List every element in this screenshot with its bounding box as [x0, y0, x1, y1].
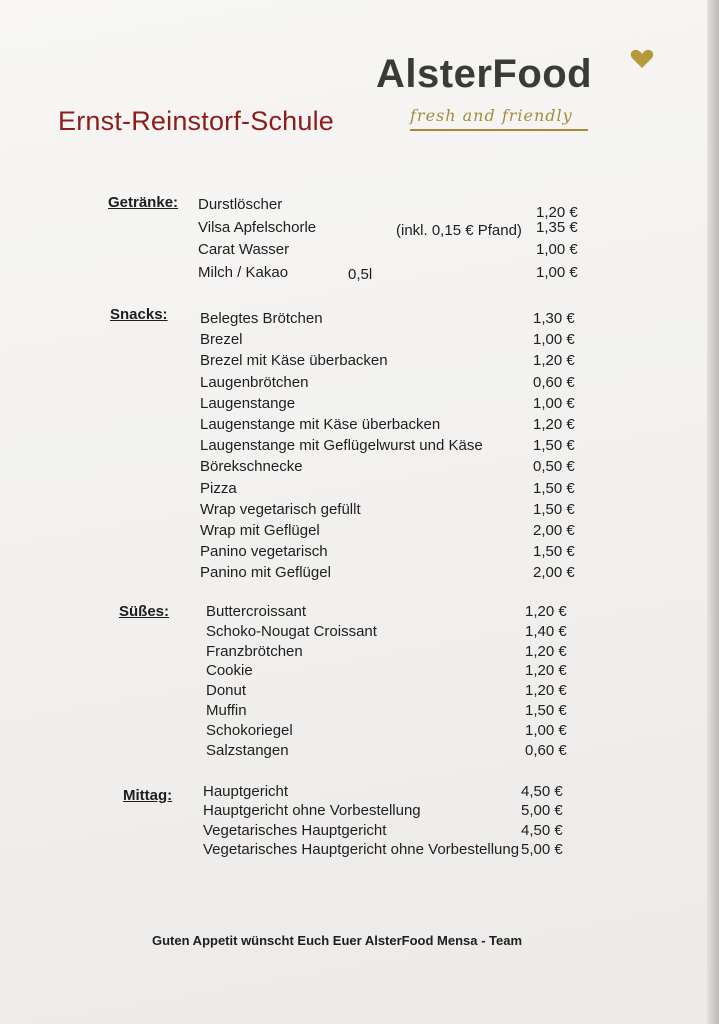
menu-item-name: Wrap vegetarisch gefüllt — [200, 500, 361, 518]
menu-item-name: Franzbrötchen — [206, 642, 303, 660]
menu-item-price: 2,00 € — [533, 564, 575, 582]
school-name: Ernst-Reinstorf-Schule — [58, 106, 334, 136]
menu-item-name: Belegtes Brötchen — [200, 310, 323, 327]
menu-item-name: Muffin — [206, 702, 247, 719]
menu-item-note: 0,5l — [348, 266, 373, 283]
section-label: Mittag: — [123, 787, 173, 804]
menu-item-name: Buttercroissant — [206, 603, 307, 620]
section-label: Süßes: — [119, 603, 170, 620]
menu-item-price: 1,00 € — [525, 721, 567, 739]
menu-item-name: Vegetarisches Hauptgericht — [203, 821, 387, 839]
menu-item-name: Vilsa Apfelschorle — [198, 218, 317, 236]
menu-item-name: Schoko-Nougat Croissant — [206, 622, 377, 640]
menu-item-name: Pizza — [200, 479, 237, 497]
menu-item-price: 2,00 € — [533, 522, 575, 539]
menu-item-name: Durstlöscher — [198, 196, 283, 213]
brand-tagline: fresh and friendly — [410, 106, 573, 125]
menu-item-price: 4,50 € — [521, 783, 563, 800]
menu-item-name: Salzstangen — [206, 741, 289, 759]
menu-item-price: 1,50 € — [533, 500, 575, 518]
menu-item-price: 1,50 € — [533, 479, 575, 497]
menu-item-name: Vegetarisches Hauptgericht ohne Vorbestellung — [203, 840, 520, 858]
menu-item-name: Laugenstange mit Geflügelwurst und Käse — [200, 437, 483, 455]
menu-item-name: Brezel — [200, 331, 243, 349]
menu-item-price: 5,00 € — [521, 802, 563, 820]
menu-item-name: Brezel mit Käse überbacken — [200, 352, 388, 370]
menu-item-name: Schokoriegel — [206, 721, 293, 739]
menu-item-price: 1,20 € — [525, 662, 567, 680]
menu-item-price: 1,20 € — [533, 352, 575, 370]
menu-item-price: 0,50 € — [533, 458, 575, 476]
menu-item-price: 1,20 € — [525, 603, 567, 620]
menu-item-price: 1,30 € — [533, 310, 575, 327]
menu-item-price: 1,00 € — [533, 331, 575, 349]
tagline-underline — [410, 129, 588, 131]
menu-item-name: Börekschnecke — [200, 458, 303, 476]
brand-logo-text: AlsterFood — [376, 52, 593, 96]
menu-item-name: Panino mit Geflügel — [200, 564, 331, 582]
menu-item-name: Donut — [206, 682, 247, 700]
menu-item-name: Laugenstange — [200, 394, 296, 412]
menu-item-name: Wrap mit Geflügel — [200, 522, 320, 539]
menu-item-price: 1,00 € — [536, 241, 578, 258]
menu-item-name: Hauptgericht — [203, 783, 289, 800]
menu-item-name: Laugenbrötchen — [200, 373, 309, 391]
menu-item-note: (inkl. 0,15 € Pfand) — [396, 222, 522, 239]
section-label: Snacks: — [110, 306, 168, 323]
menu-item-price: 0,60 € — [533, 373, 575, 391]
menu-item-name: Laugenstange mit Käse überbacken — [200, 416, 441, 433]
menu-item-price: 1,35 € — [536, 218, 578, 236]
menu-item-name: Hauptgericht ohne Vorbestellung — [203, 802, 421, 820]
menu-item-price: 1,20 € — [525, 682, 567, 700]
menu-item-price: 0,60 € — [525, 741, 567, 759]
menu-item-name: Panino vegetarisch — [200, 543, 328, 561]
menu-item-price: 1,50 € — [533, 437, 575, 455]
heart-icon — [630, 48, 654, 70]
menu-item-price: 1,50 € — [525, 702, 567, 719]
menu-item-price: 1,00 € — [533, 394, 575, 412]
menu-item-price: 1,20 € — [533, 416, 575, 433]
menu-item-price: 1,00 € — [536, 263, 578, 281]
menu-item-price: 4,50 € — [521, 821, 563, 839]
footer-text: Guten Appetit wünscht Euch Euer AlsterFood Mensa - Team — [152, 933, 523, 948]
menu-item-price: 1,20 € — [536, 204, 578, 221]
menu-item-price: 1,50 € — [533, 543, 575, 561]
menu-item-name: Carat Wasser — [198, 241, 290, 258]
menu-item-name: Milch / Kakao — [198, 263, 289, 281]
menu-item-price: 5,00 € — [521, 840, 563, 858]
menu-item-name: Cookie — [206, 662, 253, 680]
menu-item-price: 1,40 € — [525, 622, 567, 640]
menu-item-price: 1,20 € — [525, 642, 567, 660]
section-label: Getränke: — [108, 194, 179, 211]
